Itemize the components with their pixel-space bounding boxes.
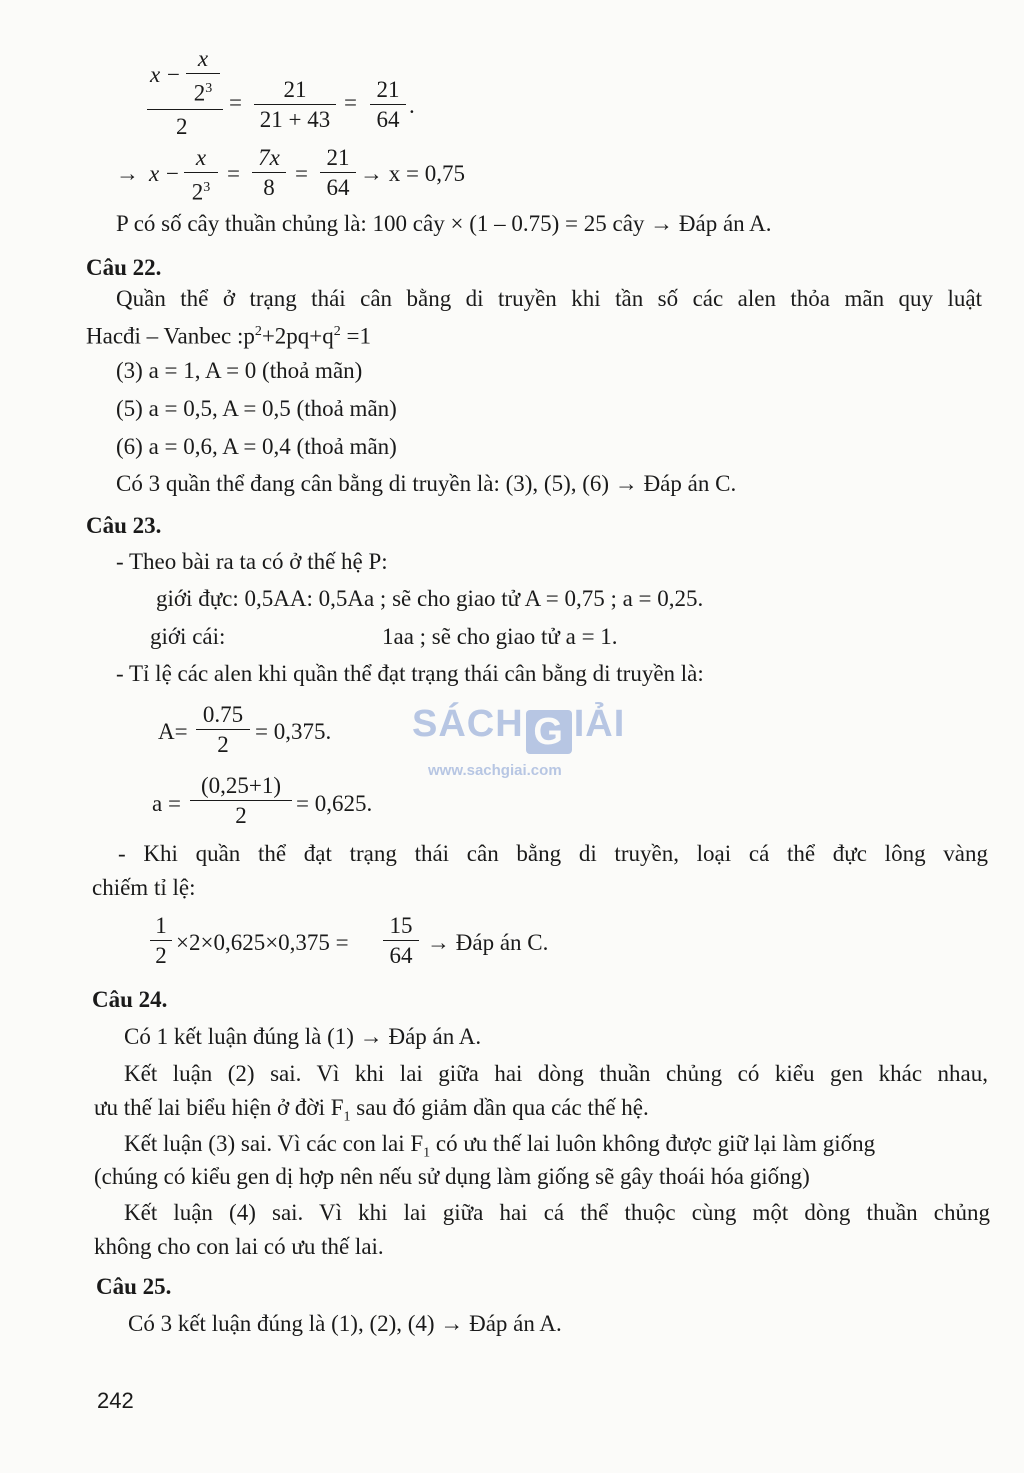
q23-line1: - Theo bài ra ta có ở thế hệ P:: [116, 549, 388, 574]
q25-title: Câu 25.: [96, 1274, 172, 1299]
fraction-7x-over-8: 7x 8: [252, 145, 286, 201]
equals-sign: =: [229, 90, 242, 115]
q24-line4a: Kết luận (4) sai. Vì khi lai giữa hai cá thể thuộc cùng một dòng thuần chủng: [124, 1200, 990, 1225]
q22-conclusion: Có 3 quần thể đang cân bằng di truyền là: (3), (5), (6) → Đáp án C.: [116, 471, 737, 496]
q22-item: (6) a = 0,6, A = 0,4 (thoả mãn): [116, 434, 397, 459]
q23-line4: - Tỉ lệ các alen khi quần thể đạt trạng thái cân bằng di truyền là:: [116, 661, 704, 686]
q22-item: (5) a = 0,5, A = 0,5 (thoả mãn): [116, 396, 397, 421]
q23-line5: - Khi quần thể đạt trạng thái cân bằng di truyền, loại cá thể đực lông vàng: [118, 841, 988, 866]
q23-male: giới đực: 0,5AA: 0,5Aa ; sẽ cho giao tử A = 0,75 ; a = 0,25.: [156, 586, 704, 611]
q24-line4b: không cho con lai có ưu thế lai.: [94, 1234, 384, 1259]
equals-sign: =: [344, 90, 357, 115]
formula-x: x: [149, 161, 160, 186]
equals-sign: =: [227, 161, 240, 186]
q24-line3a: Kết luận (3) sai. Vì các con lai $F_1$ có ưu thế lai luôn không được giữ lại làm giống: [124, 1131, 876, 1161]
formula-den-2: 2: [176, 114, 188, 139]
fraction-21-over-sum: 21 21 + 43: [254, 77, 336, 133]
formula-minus: −: [167, 62, 180, 87]
formula-x: x: [150, 62, 161, 87]
q22-intro-line1: Quần thể ở trạng thái cân bằng di truyền khi tần số các alen thỏa mãn quy luật: [116, 286, 982, 311]
watermark-logo: SÁCH G IẢI: [412, 703, 626, 753]
main-fraction-bar: [147, 109, 223, 110]
fraction-x-over-2pow3: x $2^3$: [186, 46, 220, 107]
page-number: 242: [97, 1388, 134, 1413]
fraction-21-over-64: 21 64: [370, 77, 406, 133]
q22-item: (3) a = 1, A = 0 (thoả mãn): [116, 358, 363, 383]
q24-line2a: Kết luận (2) sai. Vì khi lai giữa hai dòng thuần chủng có kiểu gen khác nhau,: [124, 1061, 988, 1086]
arrow: →: [116, 161, 139, 186]
q24-title: Câu 24.: [92, 987, 168, 1012]
watermark-url: www.sachgiai.com: [428, 762, 562, 779]
fraction-x-over-2pow3: x $2^3$: [184, 145, 218, 206]
equals-sign: =: [295, 161, 308, 186]
q22-title: Câu 22.: [86, 255, 162, 280]
q25-line1: Có 3 kết luận đúng là (1), (2), (4) → Đáp án A.: [128, 1311, 562, 1336]
q24-line2b: ưu thế lai biểu hiện ở đời $F_1$ sau đó giảm dần qua các thế hệ.: [94, 1095, 649, 1125]
q24-line1: Có 1 kết luận đúng là (1) → Đáp án A.: [124, 1024, 482, 1049]
q23-female-label: giới cái:: [150, 624, 226, 649]
q24-line3b: (chúng có kiểu gen dị hợp nên nếu sử dụng làm giống sẽ gây thoái hóa giống): [94, 1164, 810, 1189]
p-line: P có số cây thuần chủng là: 100 cây × (1 – 0.75) = 25 cây → Đáp án A.: [116, 211, 772, 236]
q23-title: Câu 23.: [86, 513, 162, 538]
fraction-21-over-64: 21 64: [320, 145, 356, 201]
period: .: [409, 93, 415, 118]
formula-minus: −: [166, 161, 179, 186]
q23-line5b: chiếm tỉ lệ:: [92, 875, 196, 900]
q23-female-value: 1aa ; sẽ cho giao tử a = 1.: [382, 624, 618, 649]
formula-result: → x = 0,75: [360, 161, 465, 186]
q22-intro-line2: Hacđi – Vanbec $:p^2+2pq+q^2 =1$: [86, 323, 372, 349]
